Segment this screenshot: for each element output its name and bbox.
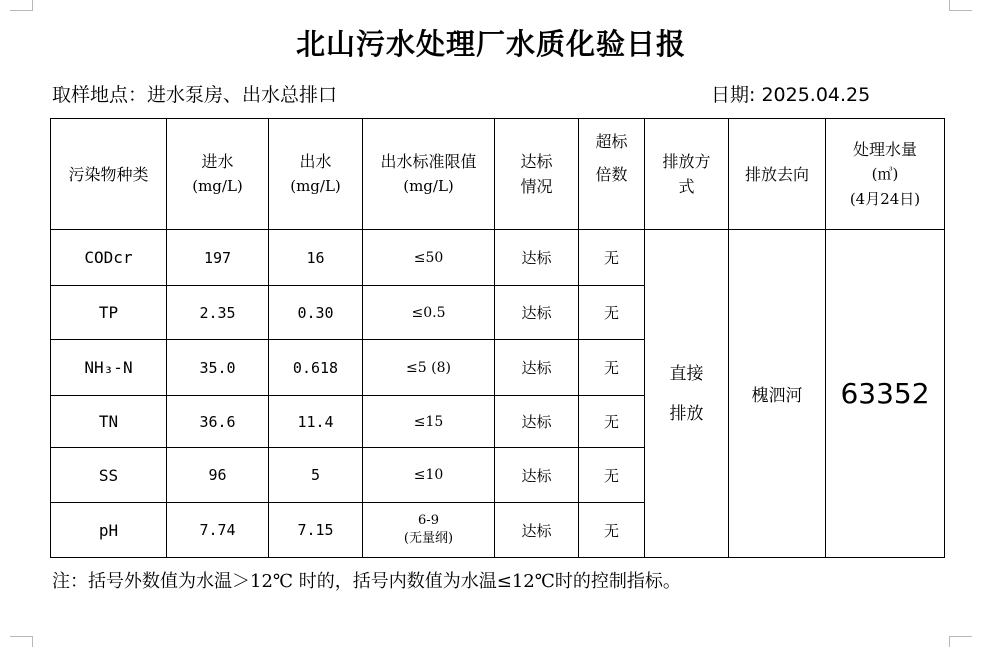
table-row bbox=[51, 230, 945, 286]
header-pollutant: 污染物种类 bbox=[51, 119, 167, 230]
compliance-cell: 达标 bbox=[495, 396, 579, 448]
influent-cell: 36.6 bbox=[167, 396, 269, 448]
effluent-cell: 5 bbox=[269, 448, 363, 503]
header-treated-volume: 处理水量 (㎥) (4月24日) bbox=[826, 119, 945, 230]
report-title: 北山污水处理厂水质化验日报 bbox=[295, 27, 686, 61]
exceed-cell: 无 bbox=[579, 286, 645, 340]
pollutant-cell: pH bbox=[51, 503, 167, 558]
exceed-cell: 无 bbox=[579, 396, 645, 448]
effluent-cell: 7.15 bbox=[269, 503, 363, 558]
standard-cell: ≤5 (8) bbox=[363, 340, 495, 396]
exceed-cell: 无 bbox=[579, 230, 645, 286]
influent-cell: 7.74 bbox=[167, 503, 269, 558]
effluent-cell: 11.4 bbox=[269, 396, 363, 448]
pollutant-cell: TP bbox=[51, 286, 167, 340]
crop-mark-bottom-right bbox=[949, 636, 972, 647]
compliance-cell: 达标 bbox=[495, 286, 579, 340]
standard-cell: ≤15 bbox=[363, 396, 495, 448]
standard-cell: ≤50 bbox=[363, 230, 495, 286]
crop-mark-top-right bbox=[949, 0, 972, 11]
compliance-cell: 达标 bbox=[495, 340, 579, 396]
influent-cell: 2.35 bbox=[167, 286, 269, 340]
effluent-cell: 0.30 bbox=[269, 286, 363, 340]
sampling-location: 取样地点：进水泵房、出水总排口 bbox=[52, 84, 338, 106]
compliance-cell: 达标 bbox=[495, 230, 579, 286]
pollutant-cell: CODcr bbox=[51, 230, 167, 286]
header-standard: 出水标准限值 (mg/L) bbox=[363, 119, 495, 230]
report-date: 日期: 2025.04.25 bbox=[711, 84, 871, 106]
discharge-mode-cell: 直接 排放 bbox=[645, 230, 729, 558]
header-compliance: 达标 情况 bbox=[495, 119, 579, 230]
header-exceed-multiple: 超标 倍数 bbox=[579, 119, 645, 230]
footnote: 注：括号外数值为水温＞12℃ 时的，括号内数值为水温≤12℃时的控制指标。 bbox=[52, 571, 681, 592]
standard-cell: 6-9 (无量纲) bbox=[363, 503, 495, 558]
pollutant-cell: SS bbox=[51, 448, 167, 503]
pollutant-cell: TN bbox=[51, 396, 167, 448]
crop-mark-bottom-left bbox=[10, 636, 33, 647]
discharge-destination-cell: 槐泗河 bbox=[729, 230, 826, 558]
header-influent: 进水 (mg/L) bbox=[167, 119, 269, 230]
influent-cell: 35.0 bbox=[167, 340, 269, 396]
header-row bbox=[51, 119, 945, 230]
compliance-cell: 达标 bbox=[495, 503, 579, 558]
exceed-cell: 无 bbox=[579, 448, 645, 503]
standard-cell: ≤0.5 bbox=[363, 286, 495, 340]
crop-mark-top-left bbox=[10, 0, 33, 11]
influent-cell: 197 bbox=[167, 230, 269, 286]
header-discharge-destination: 排放去向 bbox=[729, 119, 826, 230]
effluent-cell: 16 bbox=[269, 230, 363, 286]
exceed-cell: 无 bbox=[579, 340, 645, 396]
treated-volume-cell: 63352 bbox=[826, 230, 945, 558]
effluent-cell: 0.618 bbox=[269, 340, 363, 396]
exceed-cell: 无 bbox=[579, 503, 645, 558]
standard-cell: ≤10 bbox=[363, 448, 495, 503]
compliance-cell: 达标 bbox=[495, 448, 579, 503]
water-quality-table bbox=[50, 118, 945, 558]
pollutant-cell: NH₃-N bbox=[51, 340, 167, 396]
header-effluent: 出水 (mg/L) bbox=[269, 119, 363, 230]
header-discharge-mode: 排放方 式 bbox=[645, 119, 729, 230]
influent-cell: 96 bbox=[167, 448, 269, 503]
